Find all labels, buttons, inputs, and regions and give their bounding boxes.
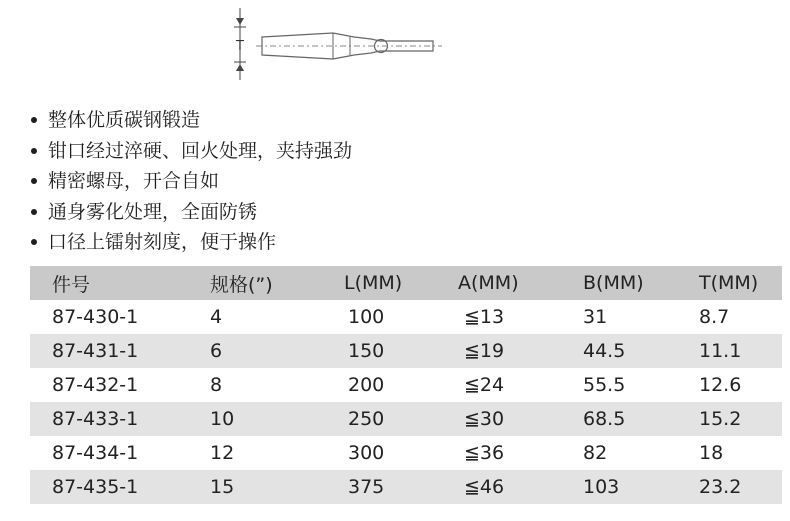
cell-a: ≦13 (464, 306, 505, 328)
header-a: A(MM) (458, 272, 519, 294)
wrench-side-view-drawing (228, 0, 458, 90)
table-row (30, 402, 782, 436)
header-length: L(MM) (344, 272, 403, 294)
cell-length: 100 (348, 306, 385, 328)
cell-a: ≦30 (464, 408, 505, 430)
cell-size: 10 (210, 408, 235, 430)
table-row (30, 436, 782, 470)
header-part-number: 件号 (52, 273, 91, 296)
cell-t: 12.6 (699, 374, 742, 396)
tool-dimension-diagram (228, 0, 458, 90)
feature-list (28, 105, 352, 258)
feature-item: 口径上镭射刻度，便于操作 (28, 227, 352, 258)
cell-size: 4 (210, 306, 223, 328)
cell-b: 31 (583, 306, 608, 328)
cell-length: 200 (348, 374, 385, 396)
cell-t: 15.2 (699, 408, 742, 430)
table-header-row (30, 266, 782, 300)
cell-length: 375 (348, 476, 385, 498)
dimension-arrow-bottom (236, 64, 244, 71)
table-row (30, 470, 782, 504)
cell-a: ≦19 (464, 340, 505, 362)
table-row (30, 334, 782, 368)
cell-part-number: 87-433-1 (52, 408, 139, 430)
cell-part-number: 87-431-1 (52, 340, 139, 362)
cell-part-number: 87-432-1 (52, 374, 139, 396)
cell-part-number: 87-434-1 (52, 442, 139, 464)
cell-length: 250 (348, 408, 385, 430)
cell-a: ≦36 (464, 442, 505, 464)
cell-size: 6 (210, 340, 223, 362)
table-row (30, 368, 782, 402)
cell-length: 300 (348, 442, 385, 464)
cell-length: 150 (348, 340, 385, 362)
cell-b: 55.5 (583, 374, 626, 396)
header-t: T(MM) (699, 272, 759, 294)
cell-t: 8.7 (699, 306, 730, 328)
cell-size: 15 (210, 476, 235, 498)
header-size: 规格(”) (210, 273, 273, 296)
cell-a: ≦46 (464, 476, 505, 498)
feature-item: 钳口经过淬硬、回火处理，夹持强劲 (28, 136, 352, 167)
cell-b: 44.5 (583, 340, 626, 362)
spec-table (30, 266, 782, 504)
cell-part-number: 87-430-1 (52, 306, 139, 328)
feature-item: 通身雾化处理，全面防锈 (28, 197, 352, 228)
dimension-arrow-top (236, 18, 244, 25)
cell-b: 103 (583, 476, 620, 498)
table-row (30, 300, 782, 334)
header-b: B(MM) (583, 272, 644, 294)
dimension-label: T (236, 39, 244, 54)
cell-t: 18 (699, 442, 724, 464)
cell-size: 12 (210, 442, 235, 464)
cell-part-number: 87-435-1 (52, 476, 139, 498)
cell-t: 23.2 (699, 476, 742, 498)
cell-size: 8 (210, 374, 223, 396)
cell-a: ≦24 (464, 374, 505, 396)
feature-item: 精密螺母，开合自如 (28, 166, 352, 197)
cell-t: 11.1 (699, 340, 742, 362)
cell-b: 68.5 (583, 408, 626, 430)
feature-item: 整体优质碳钢锻造 (28, 105, 352, 136)
cell-b: 82 (583, 442, 608, 464)
